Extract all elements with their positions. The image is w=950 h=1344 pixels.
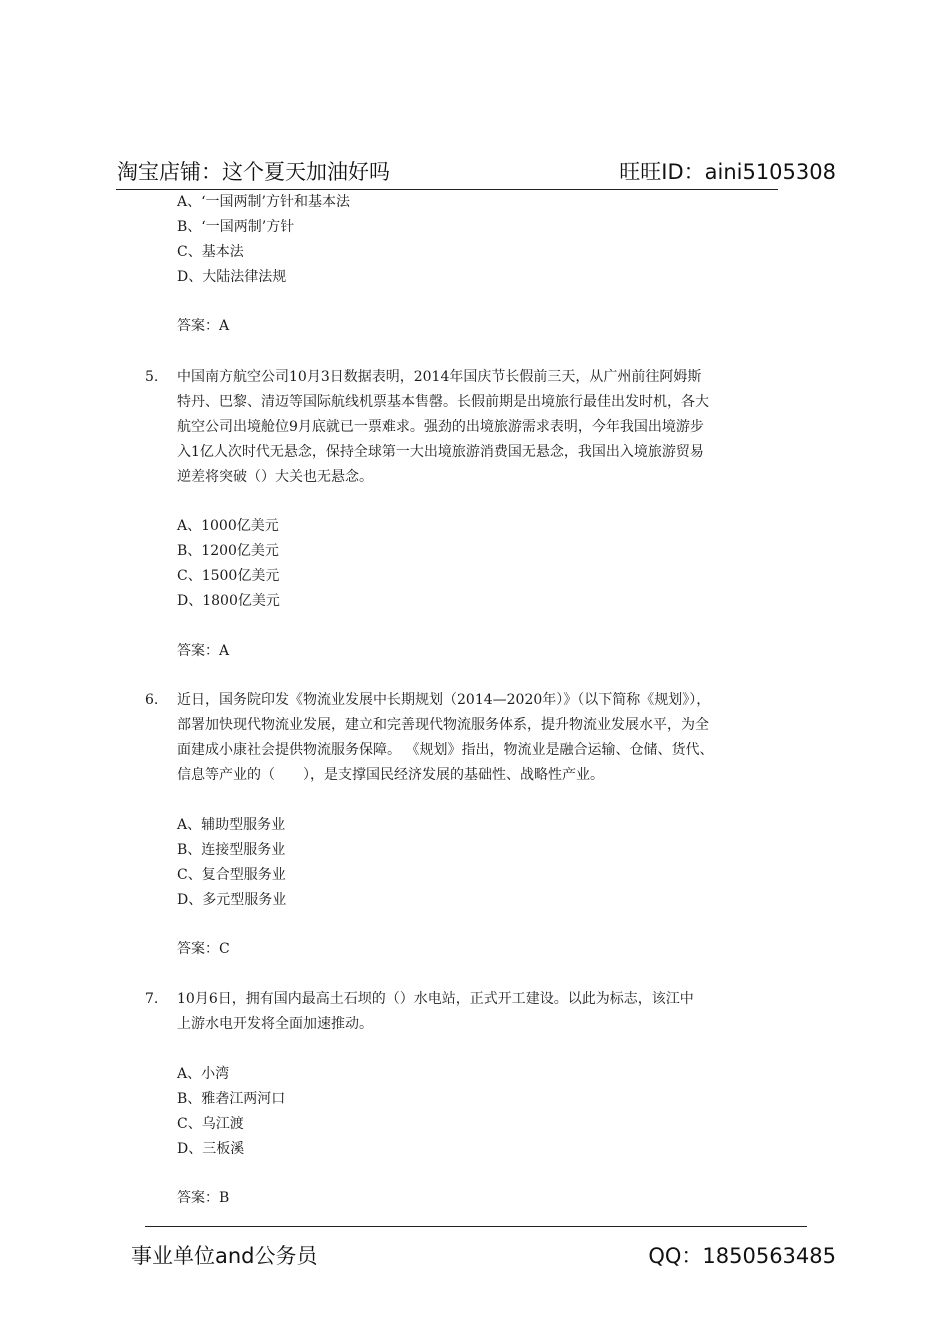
question-text-line: 航空公司出境舱位9月底就已一票难求。强劲的出境旅游需求表明，今年我国出境游步	[177, 419, 704, 435]
answer: 答案：A	[177, 643, 230, 659]
option: C、复合型服务业	[177, 867, 286, 883]
header-divider	[116, 189, 778, 190]
footer-category: 事业单位and公务员	[131, 1244, 318, 1268]
option: D、三板溪	[177, 1141, 245, 1157]
option: A、1000亿美元	[177, 518, 279, 534]
option: B、连接型服务业	[177, 842, 286, 858]
option: A、小湾	[177, 1066, 230, 1082]
question-text-line: 逆差将突破（）大关也无悬念。	[177, 469, 373, 485]
answer: 答案：C	[177, 941, 230, 957]
question-text-line: 信息等产业的（ ），是支撑国民经济发展的基础性、战略性产业。	[177, 767, 604, 783]
option: C、1500亿美元	[177, 568, 280, 584]
option: A、辅助型服务业	[177, 817, 286, 833]
option: C、乌江渡	[177, 1116, 244, 1132]
question-number: 5.	[145, 369, 159, 385]
question-text-line: 部署加快现代物流业发展，建立和完善现代物流服务体系，提升物流业发展水平，为全	[177, 717, 709, 733]
question-number: 7.	[145, 991, 159, 1007]
question-text-line: 入1亿人次时代无悬念，保持全球第一大出境旅游消费国无悬念，我国出入境旅游贸易	[177, 444, 704, 460]
header-shop-name: 淘宝店铺：这个夏天加油好吗	[117, 160, 390, 184]
answer: 答案：B	[177, 1190, 230, 1206]
option: B、雅砻江两河口	[177, 1091, 286, 1107]
question-text-line: 10月6日，拥有国内最高土石坝的（）水电站，正式开工建设。以此为标志，该江中	[177, 991, 694, 1007]
header-wangwang-id: 旺旺ID：aini5105308	[619, 160, 836, 184]
footer-qq: QQ：1850563485	[648, 1244, 836, 1268]
question-text-line: 近日，国务院印发《物流业发展中长期规划（2014—2020年）》（以下简称《规划》），	[177, 692, 711, 708]
option: B、‘一国两制’方针	[177, 219, 295, 235]
question-text-line: 面建成小康社会提供物流服务保障。 《规划》指出，物流业是融合运输、仓储、货代、	[177, 742, 714, 758]
footer-divider	[145, 1226, 807, 1227]
question-text-line: 中国南方航空公司10月3日数据表明，2014年国庆节长假前三天，从广州前往阿姆斯	[177, 369, 702, 385]
question-text-line: 上游水电开发将全面加速推动。	[177, 1016, 373, 1032]
question-text-line: 特丹、巴黎、清迈等国际航线机票基本售罄。长假前期是出境旅行最佳出发时机，各大	[177, 394, 709, 410]
question-number: 6.	[145, 692, 159, 708]
option: D、多元型服务业	[177, 892, 287, 908]
option: D、1800亿美元	[177, 593, 280, 609]
option: D、大陆法律法规	[177, 269, 287, 285]
option: B、1200亿美元	[177, 543, 279, 559]
answer: 答案：A	[177, 318, 230, 334]
option: C、基本法	[177, 244, 244, 260]
option: A、‘一国两制’方针和基本法	[177, 194, 351, 210]
